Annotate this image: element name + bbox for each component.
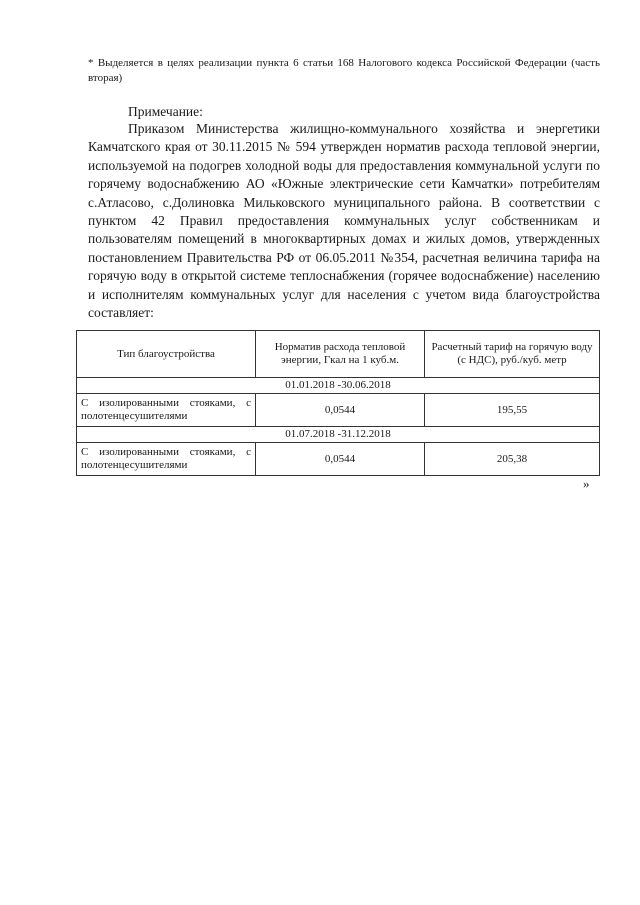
cell-type: С изолированными стояками, с полотенцесушителями: [77, 394, 256, 427]
header-tariff: Расчетный тариф на горячую воду (с НДС), руб./куб. метр: [425, 331, 600, 378]
table-header-row: [77, 331, 600, 378]
period-label: 01.01.2018 -30.06.2018: [77, 378, 600, 394]
table-row: [77, 443, 600, 476]
tariff-table: [76, 330, 600, 476]
cell-norm: 0,0544: [256, 443, 425, 476]
period-row: [77, 427, 600, 443]
note-title: Примечание:: [128, 104, 203, 119]
table-row: [77, 394, 600, 427]
period-label: 01.07.2018 -31.12.2018: [77, 427, 600, 443]
header-norm: Норматив расхода тепловой энергии, Гкал на 1 куб.м.: [256, 331, 425, 378]
cell-norm: 0,0544: [256, 394, 425, 427]
closing-quote: »: [583, 476, 590, 491]
cell-tariff: 205,38: [425, 443, 600, 476]
footnote: * Выделяется в целях реализации пункта 6 статьи 168 Налогового кодекса Российской Федерации (часть вторая): [88, 57, 600, 84]
note-paragraph: Приказом Министерства жилищно-коммунального хозяйства и энергетики Камчатского края от 30.11.2015 № 594 утвержден норматив расхода тепловой энергии, используемой на подогрев холодной воды для предоставления коммунальной услуги по горячему водоснабжению АО «Южные электрические сети Камчатки» потребителям с.Атласово, с.Долиновка Мильковского муниципального района. В соответствии с пунктом 42 Правил предоставления коммунальных услуг собственникам и пользователям помещений в многоквартирных домах и жилых домов, утвержденных постановлением Правительства РФ от 06.05.2011 №354, расчетная величина тарифа на горячую воду в открытой системе теплоснабжения (горячее водоснабжение) населению и исполнителям коммунальных услуг для населения с учетом вида благоустройства составляет:: [88, 121, 600, 321]
cell-type: С изолированными стояками, с полотенцесушителями: [77, 443, 256, 476]
period-row: [77, 378, 600, 394]
cell-tariff: 195,55: [425, 394, 600, 427]
header-type: Тип благоустройства: [77, 331, 256, 378]
